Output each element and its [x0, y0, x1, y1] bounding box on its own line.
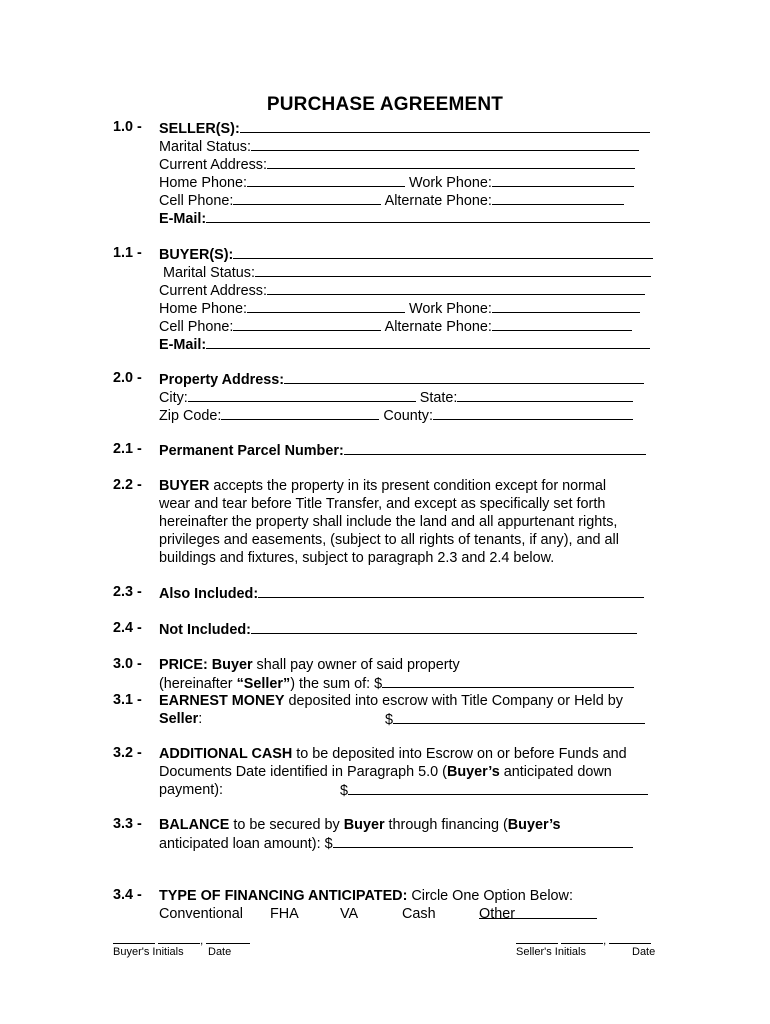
condition-line-4: privileges and easements, (subject to all rights of tenants, if any), and all: [159, 532, 619, 548]
section-number-3-2: 3.2 -: [113, 745, 142, 761]
seller-marital-field[interactable]: [251, 137, 639, 151]
section-number-2-0: 2.0 -: [113, 370, 142, 386]
also-included-field[interactable]: [258, 584, 644, 598]
zip-label: Zip Code:: [159, 408, 222, 424]
also-included-heading: Also Included:: [159, 586, 259, 602]
cash-amount-wrap: [340, 781, 648, 800]
seller-date-label: Date: [632, 946, 656, 958]
earnest-dollar: $: [385, 712, 394, 728]
seller-cell-row: [159, 191, 658, 209]
balance-line-1-mid2: through financing (: [384, 817, 508, 833]
buyer-email-label: E-Mail:: [159, 337, 207, 353]
cash-line-2-pre: Documents Date identified in Paragraph 5.0 (: [159, 764, 447, 780]
earnest-amount-wrap: [385, 710, 645, 729]
section-number-1-0: 1.0 -: [113, 119, 142, 135]
property-zip-row: [159, 406, 658, 424]
buyer-work-phone-field[interactable]: [492, 299, 640, 313]
section-number-3-3: 3.3 -: [113, 816, 142, 832]
financing-line-1: [159, 887, 658, 905]
balance-line-2-text: anticipated loan amount): $: [159, 836, 333, 852]
price-amount-field[interactable]: [382, 674, 634, 688]
section-number-2-1: 2.1 -: [113, 441, 142, 457]
cash-buyers-term: Buyer’s: [446, 764, 500, 780]
buyer-marital-label: Marital Status:: [163, 265, 255, 281]
seller-address-field[interactable]: [267, 155, 635, 169]
other-field[interactable]: [479, 905, 597, 919]
balance-line-1: [159, 816, 658, 834]
cash-lead: ADDITIONAL CASH: [159, 746, 293, 762]
condition-line-3: hereinafter the property shall include the land and all appurtenant rights,: [159, 514, 618, 530]
condition-line-2: wear and tear before Title Transfer, and except as specifically set forth: [159, 496, 606, 512]
seller-name-field[interactable]: [240, 119, 650, 133]
seller-heading: SELLER(S):: [159, 121, 240, 137]
property-address-heading: Property Address:: [159, 372, 285, 388]
seller-phone-row: [159, 173, 658, 191]
seller-home-phone-label: Home Phone:: [159, 175, 247, 191]
earnest-line-1: [159, 692, 658, 710]
buyer-initials-comma: ,: [200, 935, 204, 947]
buyer-alt-phone-label: Alternate Phone:: [384, 319, 492, 335]
not-included-row: [159, 620, 658, 638]
option-conventional[interactable]: Conventional: [159, 906, 244, 922]
buyer-address-row: [159, 281, 658, 299]
price-line-1: [159, 656, 658, 674]
cash-line-3-text: payment):: [159, 782, 223, 798]
seller-marital-row: [159, 137, 658, 155]
buyer-name-row: [159, 245, 658, 263]
section-number-3-1: 3.1 -: [113, 692, 142, 708]
buyer-name-field[interactable]: [233, 245, 653, 259]
price-lead: PRICE: Buyer: [159, 657, 253, 673]
cash-amount-field[interactable]: [348, 781, 648, 795]
parcel-field[interactable]: [344, 441, 646, 455]
seller-email-row: [159, 209, 658, 227]
not-included-heading: Not Included:: [159, 622, 251, 638]
seller-work-phone-label: Work Phone:: [409, 175, 492, 191]
seller-alt-phone-field[interactable]: [492, 191, 624, 205]
buyer-marital-row: [163, 263, 658, 281]
parcel-row: [159, 441, 658, 459]
seller-cell-phone-label: Cell Phone:: [159, 193, 234, 209]
county-label: County:: [383, 408, 433, 424]
buyer-email-row: [159, 335, 658, 353]
buyer-email-field[interactable]: [206, 335, 650, 349]
option-other[interactable]: Other: [479, 906, 515, 922]
seller-email-label: E-Mail:: [159, 211, 207, 227]
buyer-phone-row: [159, 299, 658, 317]
seller-date-field[interactable]: [609, 934, 651, 944]
seller-address-label: Current Address:: [159, 157, 267, 173]
buyer-alt-phone-field[interactable]: [492, 317, 632, 331]
buyer-date-label: Date: [208, 946, 232, 958]
cash-line-3: [159, 781, 658, 799]
seller-name-row: [159, 119, 658, 137]
county-field[interactable]: [433, 406, 633, 420]
financing-line-1-text: Circle One Option Below:: [407, 888, 573, 904]
price-seller-term: “Seller”: [236, 676, 291, 692]
price-line-1-text: shall pay owner of said property: [252, 657, 460, 673]
document-title: PURCHASE AGREEMENT: [266, 94, 504, 115]
property-address-field[interactable]: [284, 370, 644, 384]
section-number-2-4: 2.4 -: [113, 620, 142, 636]
price-line-2-rest: ) the sum of: $: [290, 676, 383, 692]
section-number-1-1: 1.1 -: [113, 245, 142, 261]
city-label: City:: [159, 390, 188, 406]
price-line-2: [159, 674, 658, 692]
zip-field[interactable]: [221, 406, 379, 420]
seller-marital-label: Marital Status:: [159, 139, 251, 155]
cash-line-2: [159, 763, 658, 781]
state-label: State:: [419, 390, 458, 406]
parcel-heading: Permanent Parcel Number:: [159, 443, 344, 459]
condition-line-1: accepts the property in its present condition except for normal: [209, 478, 607, 494]
earnest-seller-term: Seller: [159, 711, 199, 727]
condition-line-5: buildings and fixtures, subject to paragraph 2.3 and 2.4 below.: [159, 550, 555, 566]
seller-initials-comma: ,: [603, 935, 607, 947]
earnest-line-1-text: deposited into escrow with Title Company or Held by: [284, 693, 623, 709]
seller-home-phone-field[interactable]: [247, 173, 405, 187]
balance-line-1-mid: to be secured by: [229, 817, 344, 833]
cash-line-2-rest: anticipated down: [499, 764, 612, 780]
buyer-cell-phone-label: Cell Phone:: [159, 319, 234, 335]
financing-options: [159, 905, 649, 923]
seller-initials-field-2[interactable]: [561, 934, 603, 944]
buyer-work-phone-label: Work Phone:: [409, 301, 492, 317]
price-line-2-pre: (hereinafter: [159, 676, 237, 692]
section-number-3-4: 3.4 -: [113, 887, 142, 903]
financing-lead: TYPE OF FINANCING ANTICIPATED:: [159, 888, 408, 904]
property-address-row: [159, 370, 658, 388]
earnest-amount-field[interactable]: [393, 710, 645, 724]
city-field[interactable]: [188, 388, 416, 402]
seller-address-row: [159, 155, 658, 173]
earnest-colon: :: [198, 711, 203, 727]
condition-lead: BUYER: [159, 478, 210, 494]
seller-work-phone-field[interactable]: [492, 173, 634, 187]
balance-buyers-term: Buyer’s: [507, 817, 561, 833]
balance-amount-field[interactable]: [333, 834, 633, 848]
balance-line-2: [159, 834, 658, 852]
earnest-lead: EARNEST MONEY: [159, 693, 285, 709]
property-city-row: [159, 388, 658, 406]
buyer-initials-field-1[interactable]: [113, 934, 155, 944]
buyer-marital-field[interactable]: [255, 263, 651, 277]
seller-email-field[interactable]: [206, 209, 650, 223]
section-number-2-2: 2.2 -: [113, 477, 142, 493]
seller-cell-phone-field[interactable]: [233, 191, 381, 205]
option-fha[interactable]: FHA: [270, 906, 299, 922]
cash-line-1-text: to be deposited into Escrow on or before Funds and: [292, 746, 627, 762]
buyer-address-field[interactable]: [267, 281, 645, 295]
sellers-initials-label: Seller's Initials: [516, 946, 586, 958]
section-number-3-0: 3.0 -: [113, 656, 142, 672]
earnest-line-2: [159, 710, 658, 728]
option-cash[interactable]: Cash: [402, 906, 436, 922]
buyer-home-phone-label: Home Phone:: [159, 301, 247, 317]
state-field[interactable]: [457, 388, 633, 402]
option-va[interactable]: VA: [340, 906, 359, 922]
buyer-date-field[interactable]: [206, 934, 250, 944]
balance-buyer-term: Buyer: [343, 817, 385, 833]
buyer-initials-field-2[interactable]: [158, 934, 200, 944]
buyer-address-label: Current Address:: [159, 283, 267, 299]
section-number-2-3: 2.3 -: [113, 584, 142, 600]
buyer-cell-row: [159, 317, 658, 335]
seller-initials-field-1[interactable]: [516, 934, 558, 944]
not-included-field[interactable]: [251, 620, 637, 634]
condition-paragraph: [159, 477, 659, 567]
cash-dollar: $: [340, 783, 349, 799]
buyers-initials-label: Buyer's Initials: [113, 946, 184, 958]
buyer-heading: BUYER(S):: [159, 247, 234, 263]
buyer-home-phone-field[interactable]: [247, 299, 405, 313]
cash-line-1: [159, 745, 658, 763]
buyer-cell-phone-field[interactable]: [233, 317, 381, 331]
seller-alt-phone-label: Alternate Phone:: [384, 193, 492, 209]
also-included-row: [159, 584, 658, 602]
balance-lead: BALANCE: [159, 817, 230, 833]
